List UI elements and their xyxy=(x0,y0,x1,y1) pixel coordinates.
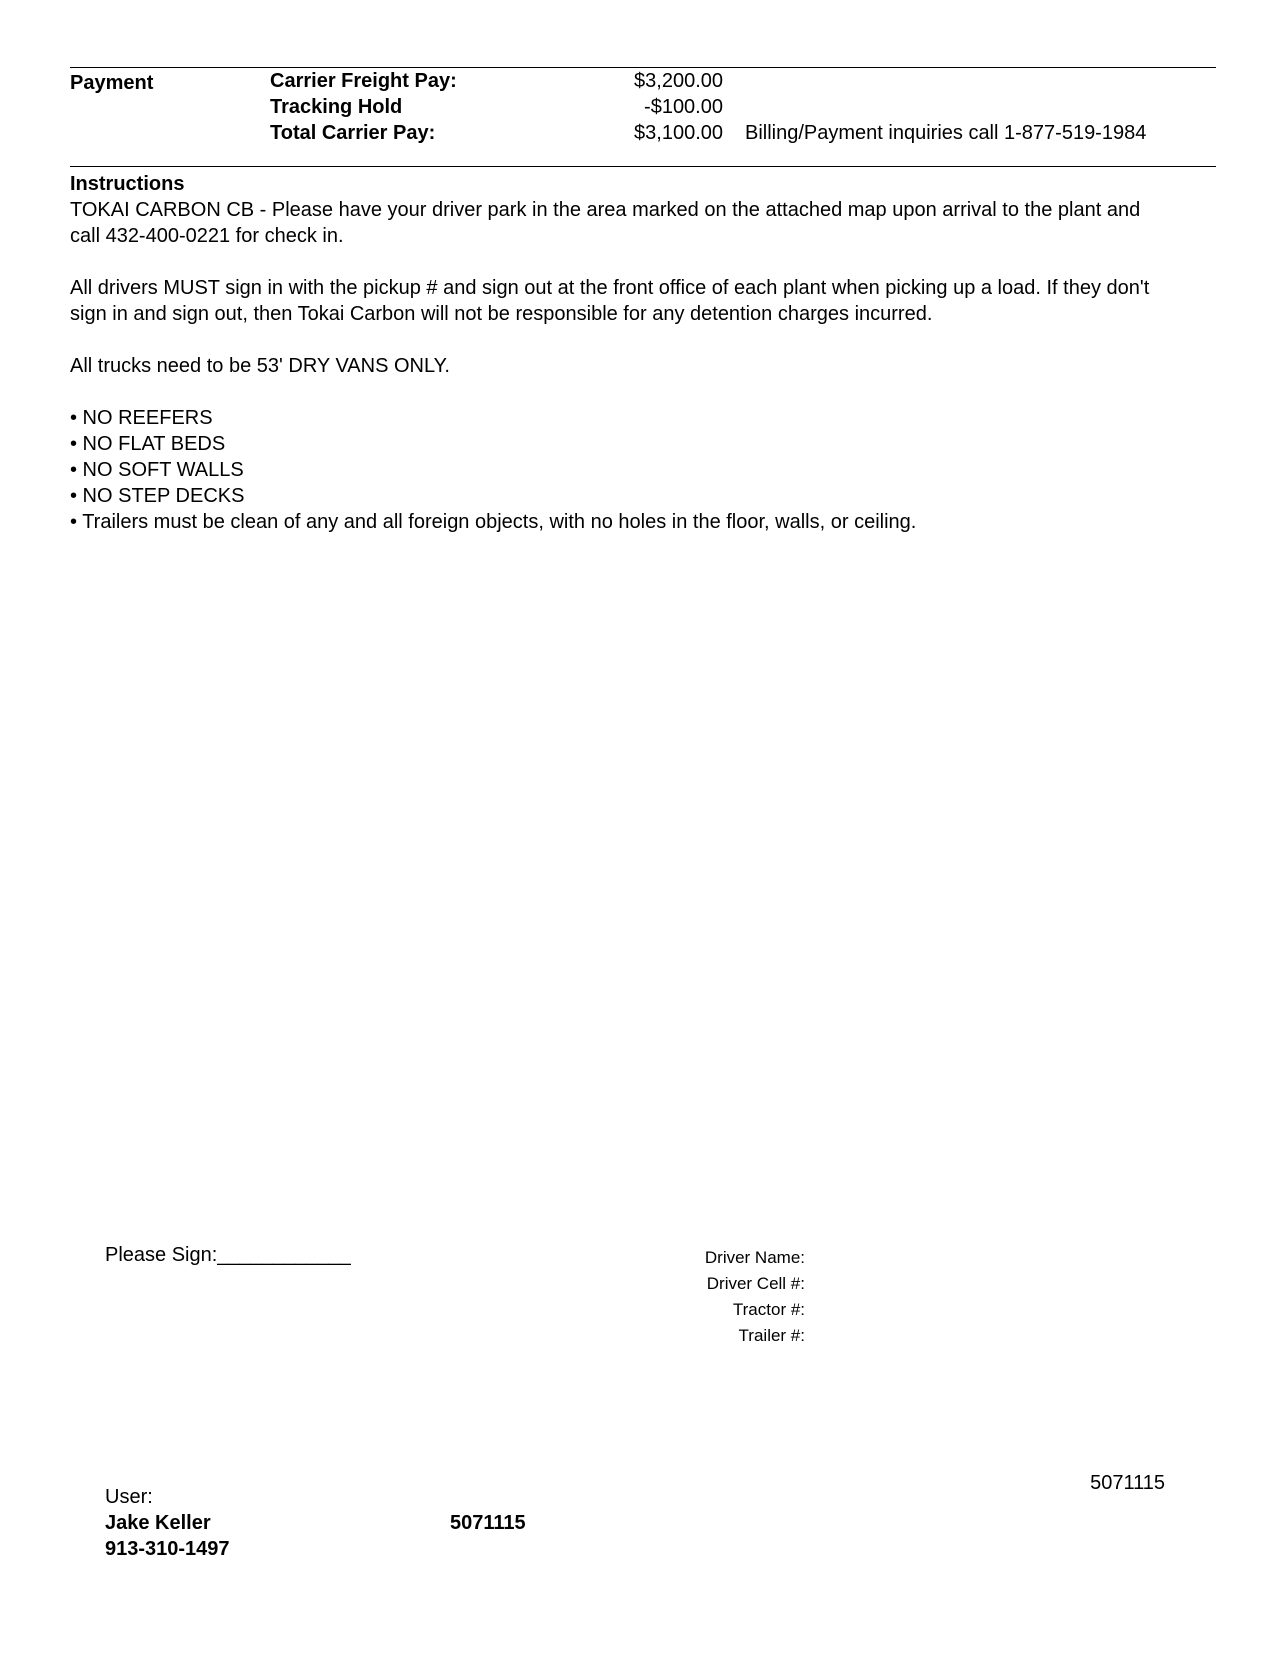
instructions-divider xyxy=(70,166,1216,167)
instructions-paragraph: All drivers MUST sign in with the pickup # and sign out at the front office of each plant when picking up a load. If they don't sign in and sign out, then Tokai Carbon will not be responsible for any detention charges incurred. xyxy=(70,277,1150,325)
reference-number-left: 5071115 xyxy=(450,1512,526,1534)
trailer-number-label: Trailer #: xyxy=(738,1326,805,1345)
billing-inquiries-note: Billing/Payment inquiries call 1-877-519-1984 xyxy=(745,122,1147,144)
instructions-title: Instructions xyxy=(70,173,185,195)
user-name: Jake Keller xyxy=(105,1512,211,1534)
payment-section-label: Payment xyxy=(70,72,154,94)
instructions-section xyxy=(70,171,1170,535)
list-item: • Trailers must be clean of any and all foreign objects, with no holes in the floor, walls, or ceiling. xyxy=(70,511,917,533)
reference-number-right: 5071115 xyxy=(1090,1472,1165,1494)
tracking-hold-amount: -$100.00 xyxy=(644,96,723,118)
list-item: • NO STEP DECKS xyxy=(70,485,245,507)
carrier-freight-pay-label: Carrier Freight Pay: xyxy=(270,70,457,92)
please-sign-line[interactable]: Please Sign:____________ xyxy=(105,1244,351,1266)
user-label: User: xyxy=(105,1486,153,1508)
total-carrier-pay-amount: $3,100.00 xyxy=(634,122,723,144)
user-phone: 913-310-1497 xyxy=(105,1538,230,1560)
instructions-paragraph: TOKAI CARBON CB - Please have your driver park in the area marked on the attached map upon arrival to the plant and call 432-400-0221 for check in. xyxy=(70,199,1141,247)
total-carrier-pay-label: Total Carrier Pay: xyxy=(270,122,436,144)
list-item: • NO SOFT WALLS xyxy=(70,459,244,481)
carrier-freight-pay-amount: $3,200.00 xyxy=(634,70,723,92)
driver-name-label: Driver Name: xyxy=(704,1248,805,1267)
list-item: • NO FLAT BEDS xyxy=(70,433,226,455)
tractor-number-label: Tractor #: xyxy=(732,1300,805,1319)
driver-cell-label: Driver Cell #: xyxy=(706,1274,805,1293)
instructions-paragraph: All trucks need to be 53' DRY VANS ONLY. xyxy=(70,355,450,377)
trailer-requirements-list xyxy=(70,405,1170,535)
list-item: • NO REEFERS xyxy=(70,407,213,429)
tracking-hold-label: Tracking Hold xyxy=(270,96,403,118)
